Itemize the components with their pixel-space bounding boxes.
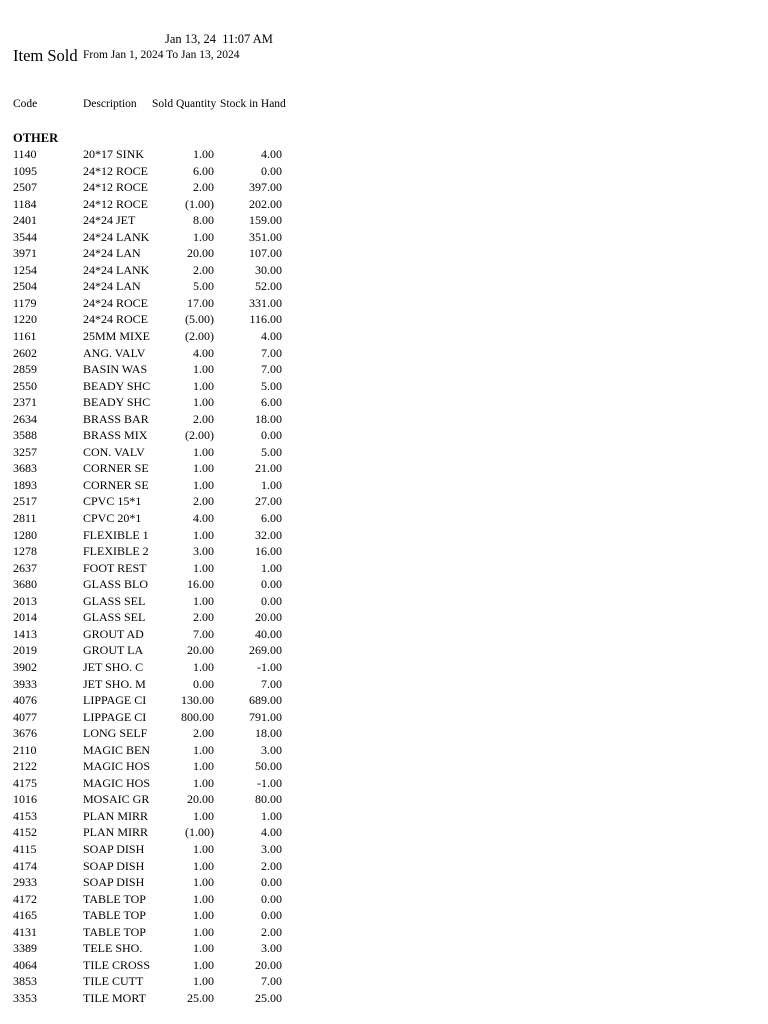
sold-quantity: 2.00 — [193, 610, 214, 625]
table-row — [0, 163, 300, 180]
item-description: FLEXIBLE 2 — [83, 544, 149, 559]
item-code: 2517 — [13, 494, 37, 509]
item-code: 3902 — [13, 659, 37, 674]
sold-quantity: 5.00 — [193, 279, 214, 294]
table-row — [0, 990, 300, 1007]
table-row — [0, 493, 300, 510]
sold-quantity: 1.00 — [193, 147, 214, 161]
item-description: JET SHO. C — [83, 659, 144, 674]
report-datetime: Jan 13, 24 11:07 AM — [165, 32, 273, 46]
item-code: 1413 — [13, 626, 37, 641]
item-description: BRASS MIX — [83, 428, 148, 443]
item-code: 2859 — [13, 362, 37, 377]
stock-in-hand: 30.00 — [255, 262, 282, 277]
item-code: 2602 — [13, 345, 37, 360]
sold-quantity: 1.00 — [193, 875, 214, 890]
stock-in-hand: 5.00 — [261, 378, 282, 393]
stock-in-hand: 2.00 — [261, 858, 282, 873]
sold-quantity: 1.00 — [193, 527, 214, 542]
sold-quantity: (2.00) — [185, 329, 214, 344]
stock-in-hand: 3.00 — [261, 941, 282, 956]
item-code: 2371 — [13, 395, 37, 410]
item-description: GLASS SEL — [83, 610, 146, 625]
stock-in-hand: 3.00 — [261, 742, 282, 757]
sold-quantity: 20.00 — [187, 792, 214, 807]
item-description: CORNER SE — [83, 461, 149, 476]
table-row — [0, 560, 300, 577]
stock-in-hand: 2.00 — [261, 924, 282, 939]
sold-quantity: 2.00 — [193, 180, 214, 195]
sold-quantity: 7.00 — [193, 626, 214, 641]
item-code: 2122 — [13, 759, 37, 774]
sold-quantity: 0.00 — [193, 676, 214, 691]
item-code: 1179 — [13, 295, 37, 310]
item-code: 4172 — [13, 891, 37, 906]
sold-quantity: 1.00 — [193, 808, 214, 823]
table-row — [0, 262, 300, 279]
table-row — [0, 841, 300, 858]
table-row — [0, 378, 300, 395]
sold-quantity: (1.00) — [185, 825, 214, 840]
sold-quantity: 1.00 — [193, 593, 214, 608]
stock-in-hand: 0.00 — [261, 891, 282, 906]
item-description: TILE CROSS — [83, 957, 151, 972]
table-row — [0, 973, 300, 990]
column-header-description: Description — [83, 98, 137, 110]
table-row — [0, 609, 300, 626]
stock-in-hand: 7.00 — [261, 362, 282, 377]
stock-in-hand: 1.00 — [261, 560, 282, 575]
sold-quantity: 1.00 — [193, 891, 214, 906]
stock-in-hand: 3.00 — [261, 841, 282, 856]
item-code: 4115 — [13, 841, 37, 856]
item-code: 1893 — [13, 477, 37, 492]
item-code: 1095 — [13, 163, 37, 178]
table-row — [0, 427, 300, 444]
stock-in-hand: 1.00 — [261, 808, 282, 823]
item-description: PLAN MIRR — [83, 808, 149, 823]
table-row — [0, 543, 300, 560]
item-code: 2504 — [13, 279, 37, 294]
column-header-stock-in-hand: Stock in Hand — [220, 98, 286, 110]
table-row — [0, 328, 300, 345]
stock-in-hand: 20.00 — [255, 957, 282, 972]
item-description: 24*24 LANK — [83, 229, 150, 244]
stock-in-hand: 40.00 — [255, 626, 282, 641]
sold-quantity: 800.00 — [181, 709, 214, 724]
item-description: TABLE TOP — [83, 891, 146, 906]
table-row — [0, 874, 300, 891]
item-description: LONG SELF — [83, 726, 148, 741]
item-code: 3389 — [13, 941, 37, 956]
sold-quantity: 1.00 — [193, 908, 214, 923]
item-code: 2013 — [13, 593, 37, 608]
table-row — [0, 477, 300, 494]
stock-in-hand: 0.00 — [261, 577, 282, 592]
column-header-code: Code — [13, 98, 38, 110]
item-description: BEADY SHC — [83, 395, 151, 410]
item-code: 2811 — [13, 511, 37, 526]
table-row — [0, 642, 300, 659]
item-code: 1278 — [13, 544, 37, 559]
item-code: 2933 — [13, 875, 37, 890]
table-row — [0, 361, 300, 378]
item-description: SOAP DISH — [83, 841, 145, 856]
table-row — [0, 791, 300, 808]
item-code: 4076 — [13, 693, 37, 708]
sold-quantity: 1.00 — [193, 395, 214, 410]
item-description: TABLE TOP — [83, 924, 146, 939]
item-code: 4174 — [13, 858, 37, 873]
sold-quantity: 20.00 — [187, 643, 214, 658]
stock-in-hand: 21.00 — [255, 461, 282, 476]
sold-quantity: 1.00 — [193, 941, 214, 956]
item-description: TILE CUTT — [83, 974, 144, 989]
table-row — [0, 460, 300, 477]
stock-in-hand: 0.00 — [261, 163, 282, 178]
table-row — [0, 808, 300, 825]
stock-in-hand: 351.00 — [249, 229, 282, 244]
table-row — [0, 278, 300, 295]
stock-in-hand: 16.00 — [255, 544, 282, 559]
table-row — [0, 824, 300, 841]
table-row — [0, 411, 300, 428]
item-description: CPVC 15*1 — [83, 494, 142, 509]
item-code: 4153 — [13, 808, 37, 823]
table-row — [0, 510, 300, 527]
table-row — [0, 907, 300, 924]
item-description: BEADY SHC — [83, 378, 151, 393]
sold-quantity: 1.00 — [193, 924, 214, 939]
item-code: 4165 — [13, 908, 37, 923]
column-header-sold-quantity: Sold Quantity — [152, 98, 217, 110]
item-description: BRASS BAR — [83, 411, 149, 426]
stock-in-hand: 18.00 — [255, 726, 282, 741]
item-code: 2634 — [13, 411, 37, 426]
item-description: GLASS BLO — [83, 577, 149, 592]
stock-in-hand: 25.00 — [255, 990, 282, 1005]
table-row — [0, 229, 300, 246]
sold-quantity: 1.00 — [193, 444, 214, 459]
stock-in-hand: 202.00 — [249, 196, 282, 211]
item-code: 4152 — [13, 825, 37, 840]
item-description: SOAP DISH — [83, 875, 145, 890]
stock-in-hand: 159.00 — [249, 213, 282, 228]
item-code: 1280 — [13, 527, 37, 542]
stock-in-hand: 7.00 — [261, 974, 282, 989]
item-code: 1184 — [13, 196, 37, 211]
item-description: FLEXIBLE 1 — [83, 527, 149, 542]
item-description: 24*12 ROCE — [83, 180, 149, 195]
table-row — [0, 179, 300, 196]
sold-quantity: 8.00 — [193, 213, 214, 228]
table-row — [0, 775, 300, 792]
item-code: 3971 — [13, 246, 37, 261]
sold-quantity: 1.00 — [193, 362, 214, 377]
item-description: GROUT LA — [83, 643, 144, 658]
sold-quantity: 1.00 — [193, 659, 214, 674]
table-row — [0, 725, 300, 742]
item-description: 24*24 ROCE — [83, 312, 149, 327]
stock-in-hand: -1.00 — [257, 659, 282, 674]
item-code: 3933 — [13, 676, 37, 691]
item-description: 24*24 JET — [83, 213, 136, 228]
table-row — [0, 394, 300, 411]
item-description: 24*12 ROCE — [83, 163, 149, 178]
stock-in-hand: 4.00 — [261, 147, 282, 161]
item-description: PLAN MIRR — [83, 825, 149, 840]
sold-quantity: 1.00 — [193, 858, 214, 873]
item-description: 24*24 LAN — [83, 279, 141, 294]
item-description: LIPPAGE CI — [83, 693, 147, 708]
table-row — [0, 626, 300, 643]
stock-in-hand: 5.00 — [261, 444, 282, 459]
item-description: MAGIC HOS — [83, 759, 151, 774]
stock-in-hand: 32.00 — [255, 527, 282, 542]
item-code: 3588 — [13, 428, 37, 443]
table-row — [0, 196, 300, 213]
item-code: 3544 — [13, 229, 37, 244]
item-code: 2401 — [13, 213, 37, 228]
sold-quantity: 1.00 — [193, 957, 214, 972]
table-row — [0, 593, 300, 610]
stock-in-hand: 269.00 — [249, 643, 282, 658]
item-code: 2110 — [13, 742, 37, 757]
sold-quantity: 1.00 — [193, 841, 214, 856]
item-code: 2550 — [13, 378, 37, 393]
stock-in-hand: 0.00 — [261, 428, 282, 443]
item-description: JET SHO. M — [83, 676, 146, 691]
table-row — [0, 742, 300, 759]
table-row — [0, 245, 300, 262]
item-description: TILE MORT — [83, 990, 146, 1005]
item-code: 3680 — [13, 577, 37, 592]
stock-in-hand: -1.00 — [257, 775, 282, 790]
sold-quantity: 1.00 — [193, 759, 214, 774]
sold-quantity: 1.00 — [193, 477, 214, 492]
stock-in-hand: 6.00 — [261, 395, 282, 410]
item-description: BASIN WAS — [83, 362, 148, 377]
item-description: 24*24 ROCE — [83, 295, 149, 310]
item-code: 1016 — [13, 792, 37, 807]
sold-quantity: 2.00 — [193, 726, 214, 741]
stock-in-hand: 0.00 — [261, 593, 282, 608]
item-description: MOSAIC GR — [83, 792, 150, 807]
sold-quantity: 4.00 — [193, 345, 214, 360]
item-code: 4064 — [13, 957, 37, 972]
table-row — [0, 345, 300, 362]
item-description: CON. VALV — [83, 444, 145, 459]
sold-quantity: (5.00) — [185, 312, 214, 327]
stock-in-hand: 116.00 — [249, 312, 282, 327]
stock-in-hand: 4.00 — [261, 825, 282, 840]
sold-quantity: (2.00) — [185, 428, 214, 443]
stock-in-hand: 18.00 — [255, 411, 282, 426]
item-description: LIPPAGE CI — [83, 709, 147, 724]
table-row — [0, 212, 300, 229]
sold-quantity: 1.00 — [193, 229, 214, 244]
stock-in-hand: 331.00 — [249, 295, 282, 310]
item-code: 3676 — [13, 726, 37, 741]
stock-in-hand: 0.00 — [261, 908, 282, 923]
sold-quantity: 17.00 — [187, 295, 214, 310]
stock-in-hand: 7.00 — [261, 676, 282, 691]
item-description: 24*24 LAN — [83, 246, 141, 261]
stock-in-hand: 52.00 — [255, 279, 282, 294]
sold-quantity: 130.00 — [181, 693, 214, 708]
item-description: CORNER SE — [83, 477, 149, 492]
item-code: 3853 — [13, 974, 37, 989]
item-code: 2637 — [13, 560, 37, 575]
item-description: MAGIC HOS — [83, 775, 151, 790]
sold-quantity: 1.00 — [193, 560, 214, 575]
item-code: 1254 — [13, 262, 37, 277]
sold-quantity: 3.00 — [193, 544, 214, 559]
item-description: FOOT REST — [83, 560, 147, 575]
table-row — [0, 924, 300, 941]
stock-in-hand: 7.00 — [261, 345, 282, 360]
stock-in-hand: 397.00 — [249, 180, 282, 195]
item-code: 2014 — [13, 610, 37, 625]
item-code: 2507 — [13, 180, 37, 195]
stock-in-hand: 689.00 — [249, 693, 282, 708]
stock-in-hand: 80.00 — [255, 792, 282, 807]
item-code: 3353 — [13, 990, 37, 1005]
table-row — [0, 659, 300, 676]
stock-in-hand: 107.00 — [249, 246, 282, 261]
table-row — [0, 758, 300, 775]
items-table — [0, 146, 300, 1006]
table-row — [0, 444, 300, 461]
table-row — [0, 891, 300, 908]
item-description: MAGIC BEN — [83, 742, 151, 757]
report-date-range: From Jan 1, 2024 To Jan 13, 2024 — [83, 49, 240, 61]
sold-quantity: 16.00 — [187, 577, 214, 592]
table-row — [0, 576, 300, 593]
item-code: 1140 — [13, 147, 37, 161]
table-row — [0, 295, 300, 312]
sold-quantity: 2.00 — [193, 262, 214, 277]
item-description: 24*24 LANK — [83, 262, 150, 277]
table-row — [0, 311, 300, 328]
item-description: GLASS SEL — [83, 593, 146, 608]
table-row — [0, 709, 300, 726]
item-description: 20*17 SINK — [83, 147, 145, 161]
sold-quantity: 4.00 — [193, 511, 214, 526]
sold-quantity: 25.00 — [187, 990, 214, 1005]
sold-quantity: 1.00 — [193, 775, 214, 790]
stock-in-hand: 1.00 — [261, 477, 282, 492]
sold-quantity: 1.00 — [193, 974, 214, 989]
stock-in-hand: 27.00 — [255, 494, 282, 509]
item-code: 3683 — [13, 461, 37, 476]
table-row — [0, 676, 300, 693]
item-code: 4175 — [13, 775, 37, 790]
item-code: 2019 — [13, 643, 37, 658]
stock-in-hand: 791.00 — [249, 709, 282, 724]
table-row — [0, 146, 300, 163]
table-row — [0, 957, 300, 974]
table-row — [0, 940, 300, 957]
item-description: SOAP DISH — [83, 858, 145, 873]
item-description: 24*12 ROCE — [83, 196, 149, 211]
table-row — [0, 858, 300, 875]
sold-quantity: 1.00 — [193, 378, 214, 393]
item-code: 4131 — [13, 924, 37, 939]
report-title: Item Sold — [13, 46, 78, 65]
sold-quantity: 20.00 — [187, 246, 214, 261]
item-code: 4077 — [13, 709, 37, 724]
stock-in-hand: 20.00 — [255, 610, 282, 625]
item-code: 1161 — [13, 329, 37, 344]
item-description: 25MM MIXE — [83, 329, 151, 344]
sold-quantity: 1.00 — [193, 742, 214, 757]
group-heading: OTHER — [13, 131, 59, 145]
item-description: TELE SHO. — [83, 941, 143, 956]
stock-in-hand: 4.00 — [261, 329, 282, 344]
stock-in-hand: 50.00 — [255, 759, 282, 774]
table-row — [0, 527, 300, 544]
sold-quantity: 6.00 — [193, 163, 214, 178]
item-description: CPVC 20*1 — [83, 511, 142, 526]
sold-quantity: 2.00 — [193, 411, 214, 426]
item-code: 3257 — [13, 444, 37, 459]
table-row — [0, 692, 300, 709]
item-description: TABLE TOP — [83, 908, 146, 923]
sold-quantity: 1.00 — [193, 461, 214, 476]
sold-quantity: (1.00) — [185, 196, 214, 211]
sold-quantity: 2.00 — [193, 494, 214, 509]
stock-in-hand: 0.00 — [261, 875, 282, 890]
item-description: ANG. VALV — [83, 345, 146, 360]
item-description: GROUT AD — [83, 626, 144, 641]
item-code: 1220 — [13, 312, 37, 327]
stock-in-hand: 6.00 — [261, 511, 282, 526]
